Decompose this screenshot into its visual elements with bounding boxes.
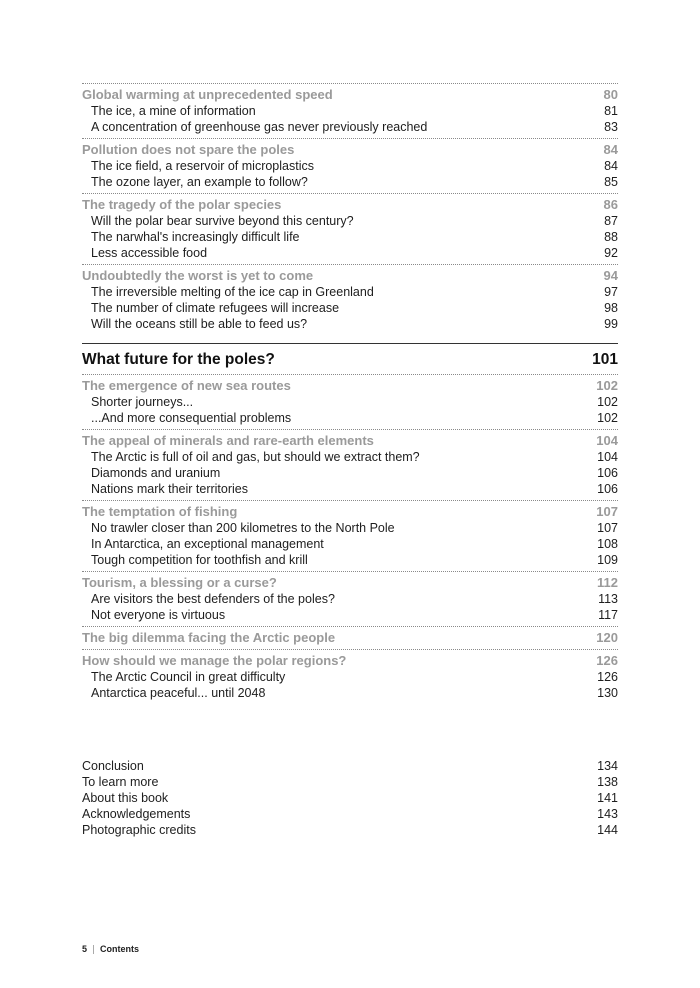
section-heading[interactable] bbox=[82, 142, 618, 158]
entry-label: Shorter journeys... bbox=[91, 395, 194, 409]
end-matter-entry[interactable] bbox=[82, 790, 618, 806]
entry-label: The narwhal's increasingly difficult life bbox=[91, 230, 300, 244]
entry-page: 102 bbox=[597, 395, 618, 409]
section-title: The tragedy of the polar species bbox=[82, 197, 282, 212]
entry-page: 99 bbox=[604, 317, 618, 331]
page-footer bbox=[82, 944, 139, 954]
toc-entry[interactable] bbox=[82, 520, 618, 536]
entry-label: Tough competition for toothfish and krill bbox=[91, 553, 308, 567]
end-matter-label: Conclusion bbox=[82, 759, 144, 773]
entry-label: ...And more consequential problems bbox=[91, 411, 292, 425]
entry-page: 104 bbox=[597, 450, 618, 464]
entry-page: 98 bbox=[604, 301, 618, 315]
toc-entry[interactable] bbox=[82, 465, 618, 481]
toc-entry[interactable] bbox=[82, 158, 618, 174]
end-matter-page: 141 bbox=[597, 791, 618, 805]
toc-entry[interactable] bbox=[82, 213, 618, 229]
section-page: 120 bbox=[596, 630, 618, 645]
section-heading[interactable] bbox=[82, 653, 618, 669]
entry-page: 87 bbox=[604, 214, 618, 228]
section-page: 84 bbox=[603, 142, 618, 157]
entry-page: 117 bbox=[598, 608, 618, 622]
entry-label: Will the polar bear survive beyond this century? bbox=[91, 214, 354, 228]
entry-label: A concentration of greenhouse gas never previously reached bbox=[91, 120, 428, 134]
entry-page: 126 bbox=[597, 670, 618, 684]
toc-section bbox=[82, 374, 618, 429]
entry-page: 113 bbox=[598, 592, 618, 606]
end-matter-page: 134 bbox=[597, 759, 618, 773]
entry-page: 92 bbox=[604, 246, 618, 260]
end-matter-page: 144 bbox=[597, 823, 618, 837]
entry-page: 83 bbox=[604, 120, 618, 134]
entry-label: The Arctic is full of oil and gas, but should we extract them? bbox=[91, 450, 420, 464]
section-page: 102 bbox=[596, 378, 618, 393]
entry-label: Are visitors the best defenders of the poles? bbox=[91, 592, 335, 606]
entry-label: Nations mark their territories bbox=[91, 482, 248, 496]
section-title: The appeal of minerals and rare-earth elements bbox=[82, 433, 374, 448]
toc-section bbox=[82, 571, 618, 626]
toc-section bbox=[82, 138, 618, 193]
toc-entry[interactable] bbox=[82, 669, 618, 685]
entry-page: 102 bbox=[597, 411, 618, 425]
toc-section bbox=[82, 429, 618, 500]
end-matter-list bbox=[82, 758, 618, 838]
part-heading[interactable] bbox=[82, 343, 618, 374]
end-matter-entry[interactable] bbox=[82, 758, 618, 774]
end-matter-label: About this book bbox=[82, 791, 169, 805]
section-title: How should we manage the polar regions? bbox=[82, 653, 347, 668]
end-matter-label: Photographic credits bbox=[82, 823, 196, 837]
toc-entry[interactable] bbox=[82, 394, 618, 410]
entry-label: In Antarctica, an exceptional management bbox=[91, 537, 324, 551]
section-heading[interactable] bbox=[82, 504, 618, 520]
section-heading[interactable] bbox=[82, 433, 618, 449]
entry-label: Less accessible food bbox=[91, 246, 208, 260]
end-matter-page: 143 bbox=[597, 807, 618, 821]
toc-entry[interactable] bbox=[82, 119, 618, 135]
toc-entry[interactable] bbox=[82, 174, 618, 190]
section-page: 104 bbox=[596, 433, 618, 448]
part-page: 101 bbox=[592, 351, 618, 368]
entry-page: 106 bbox=[597, 482, 618, 496]
toc-entry[interactable] bbox=[82, 481, 618, 497]
section-page: 107 bbox=[596, 504, 618, 519]
toc-entry[interactable] bbox=[82, 449, 618, 465]
footer-separator bbox=[93, 945, 94, 954]
section-title: The big dilemma facing the Arctic people bbox=[82, 630, 336, 645]
toc-entry[interactable] bbox=[82, 536, 618, 552]
footer-running-title: Contents bbox=[100, 944, 140, 954]
toc-section bbox=[82, 649, 618, 704]
entry-page: 97 bbox=[604, 285, 618, 299]
footer-page-number: 5 bbox=[82, 944, 88, 954]
end-matter-label: To learn more bbox=[82, 775, 159, 789]
entry-label: Diamonds and uranium bbox=[91, 466, 221, 480]
entry-label: No trawler closer than 200 kilometres to the North Pole bbox=[91, 521, 395, 535]
entry-label: The irreversible melting of the ice cap in Greenland bbox=[91, 285, 374, 299]
toc-entry[interactable] bbox=[82, 103, 618, 119]
toc-entry[interactable] bbox=[82, 284, 618, 300]
section-heading[interactable] bbox=[82, 575, 618, 591]
toc-section bbox=[82, 264, 618, 335]
toc-entry[interactable] bbox=[82, 300, 618, 316]
toc-group-b bbox=[82, 374, 618, 704]
section-title: Pollution does not spare the poles bbox=[82, 142, 295, 157]
entry-page: 107 bbox=[597, 521, 618, 535]
section-title: Tourism, a blessing or a curse? bbox=[82, 575, 277, 590]
toc-section bbox=[82, 626, 618, 649]
section-title: The emergence of new sea routes bbox=[82, 378, 291, 393]
toc-group-a bbox=[82, 83, 618, 335]
entry-page: 88 bbox=[604, 230, 618, 244]
section-heading[interactable] bbox=[82, 87, 618, 103]
toc-entry[interactable] bbox=[82, 316, 618, 332]
toc-entry[interactable] bbox=[82, 552, 618, 568]
end-matter-entry[interactable] bbox=[82, 806, 618, 822]
toc-section bbox=[82, 193, 618, 264]
entry-label: The number of climate refugees will increase bbox=[91, 301, 340, 315]
section-page: 112 bbox=[597, 575, 618, 590]
toc-section bbox=[82, 83, 618, 138]
entry-page: 81 bbox=[604, 104, 618, 118]
entry-page: 85 bbox=[604, 175, 618, 189]
entry-page: 109 bbox=[597, 553, 618, 567]
entry-label: The ice field, a reservoir of microplastics bbox=[91, 159, 314, 173]
table-of-contents bbox=[82, 83, 618, 704]
toc-entry[interactable] bbox=[82, 229, 618, 245]
entry-label: The ozone layer, an example to follow? bbox=[91, 175, 308, 189]
entry-page: 108 bbox=[597, 537, 618, 551]
entry-page: 84 bbox=[604, 159, 618, 173]
section-heading[interactable] bbox=[82, 630, 618, 646]
entry-page: 130 bbox=[597, 686, 618, 700]
toc-entry[interactable] bbox=[82, 410, 618, 426]
section-title: The temptation of fishing bbox=[82, 504, 238, 519]
section-page: 126 bbox=[596, 653, 618, 668]
entry-label: Will the oceans still be able to feed us? bbox=[91, 317, 308, 331]
part-title: What future for the poles? bbox=[82, 351, 275, 368]
section-heading[interactable] bbox=[82, 378, 618, 394]
entry-label: The Arctic Council in great difficulty bbox=[91, 670, 286, 684]
section-page: 80 bbox=[603, 87, 618, 102]
section-title: Global warming at unprecedented speed bbox=[82, 87, 333, 102]
end-matter-entry[interactable] bbox=[82, 822, 618, 838]
end-matter-page: 138 bbox=[597, 775, 618, 789]
section-title: Undoubtedly the worst is yet to come bbox=[82, 268, 314, 283]
toc-section bbox=[82, 500, 618, 571]
section-page: 94 bbox=[603, 268, 618, 283]
toc-entry[interactable] bbox=[82, 591, 618, 607]
section-heading[interactable] bbox=[82, 268, 618, 284]
entry-label: Not everyone is virtuous bbox=[91, 608, 226, 622]
entry-label: The ice, a mine of information bbox=[91, 104, 256, 118]
end-matter-entry[interactable] bbox=[82, 774, 618, 790]
end-matter-label: Acknowledgements bbox=[82, 807, 191, 821]
section-page: 86 bbox=[603, 197, 618, 212]
toc-entry[interactable] bbox=[82, 607, 618, 623]
toc-entry[interactable] bbox=[82, 685, 618, 701]
entry-label: Antarctica peaceful... until 2048 bbox=[91, 686, 266, 700]
section-heading[interactable] bbox=[82, 197, 618, 213]
entry-page: 106 bbox=[597, 466, 618, 480]
toc-entry[interactable] bbox=[82, 245, 618, 261]
